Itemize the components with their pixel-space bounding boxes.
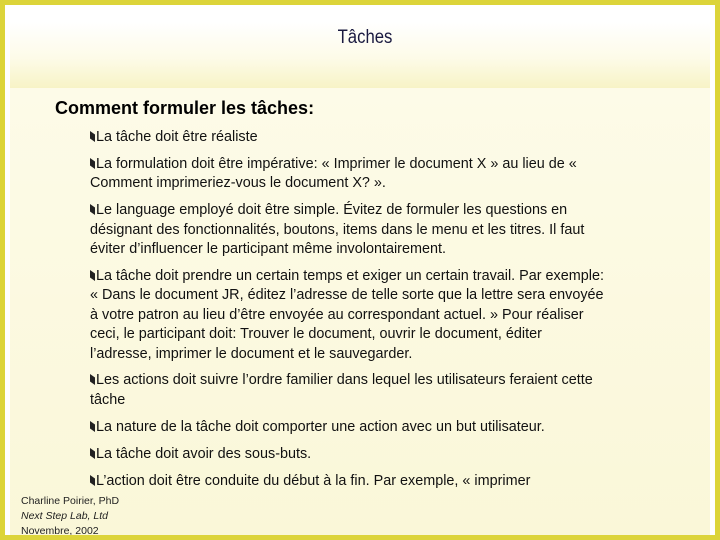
content-panel [10,88,710,538]
bullet-text: Le language employé doit être simple. Évitez de formuler les questions en désignant des fonctionnalités, boutons, items dans le menu et les titres. Il faut éviter d’influencer le participant même involontairement. [90,202,585,258]
slide-title: Tâches [337,27,393,48]
bullet-item [90,445,605,464]
footer [21,494,119,539]
arrow-bullet-icon [90,204,95,215]
arrow-bullet-icon [90,131,95,142]
bullet-item [90,128,605,147]
footer-date: Novembre, 2002 [21,525,99,537]
arrow-bullet-icon [90,421,95,432]
bullet-list [90,128,605,499]
bullet-item [90,267,605,364]
bullet-text: La nature de la tâche doit comporter une action avec un but utilisateur. [96,418,545,435]
bullet-item [90,201,605,259]
section-heading: Comment formuler les tâches: [55,98,315,118]
bullet-item [90,472,605,491]
arrow-bullet-icon [90,158,95,169]
bullet-text: La tâche doit prendre un certain temps et exiger un certain travail. Par exemple: « Dans le document JR, éditez l’adresse de telle sorte que la lettre sera envoyée à votre patron au lieu d’être envoyée au correspondant actuel. » Pour réaliser ceci, le participant doit: Trouver le document, ouvrir le document, éditer l’adresse, imprimer le document et le sauvegarder. [90,267,604,362]
bullet-text: La tâche doit être réaliste [96,129,258,145]
bullet-item [90,418,605,437]
arrow-bullet-icon [90,374,95,385]
bullet-item [90,371,605,410]
bullet-text: La tâche doit avoir des sous-buts. [96,445,312,462]
bullet-item [90,155,605,194]
arrow-bullet-icon [90,448,95,459]
arrow-bullet-icon [90,475,95,486]
bullet-text: L’action doit être conduite du début à la fin. Par exemple, « imprimer [96,472,531,489]
footer-lab: Next Step Lab, Ltd [21,510,108,522]
bullet-text: La formulation doit être impérative: « Imprimer le document X » au lieu de « Comment imprimeriez-vous le document X? ». [90,155,577,192]
arrow-bullet-icon [90,270,95,281]
bullet-text: Les actions doit suivre l’ordre familier dans lequel les utilisateurs feraient cette tâche [90,372,593,408]
footer-author: Charline Poirier, PhD [21,495,120,507]
